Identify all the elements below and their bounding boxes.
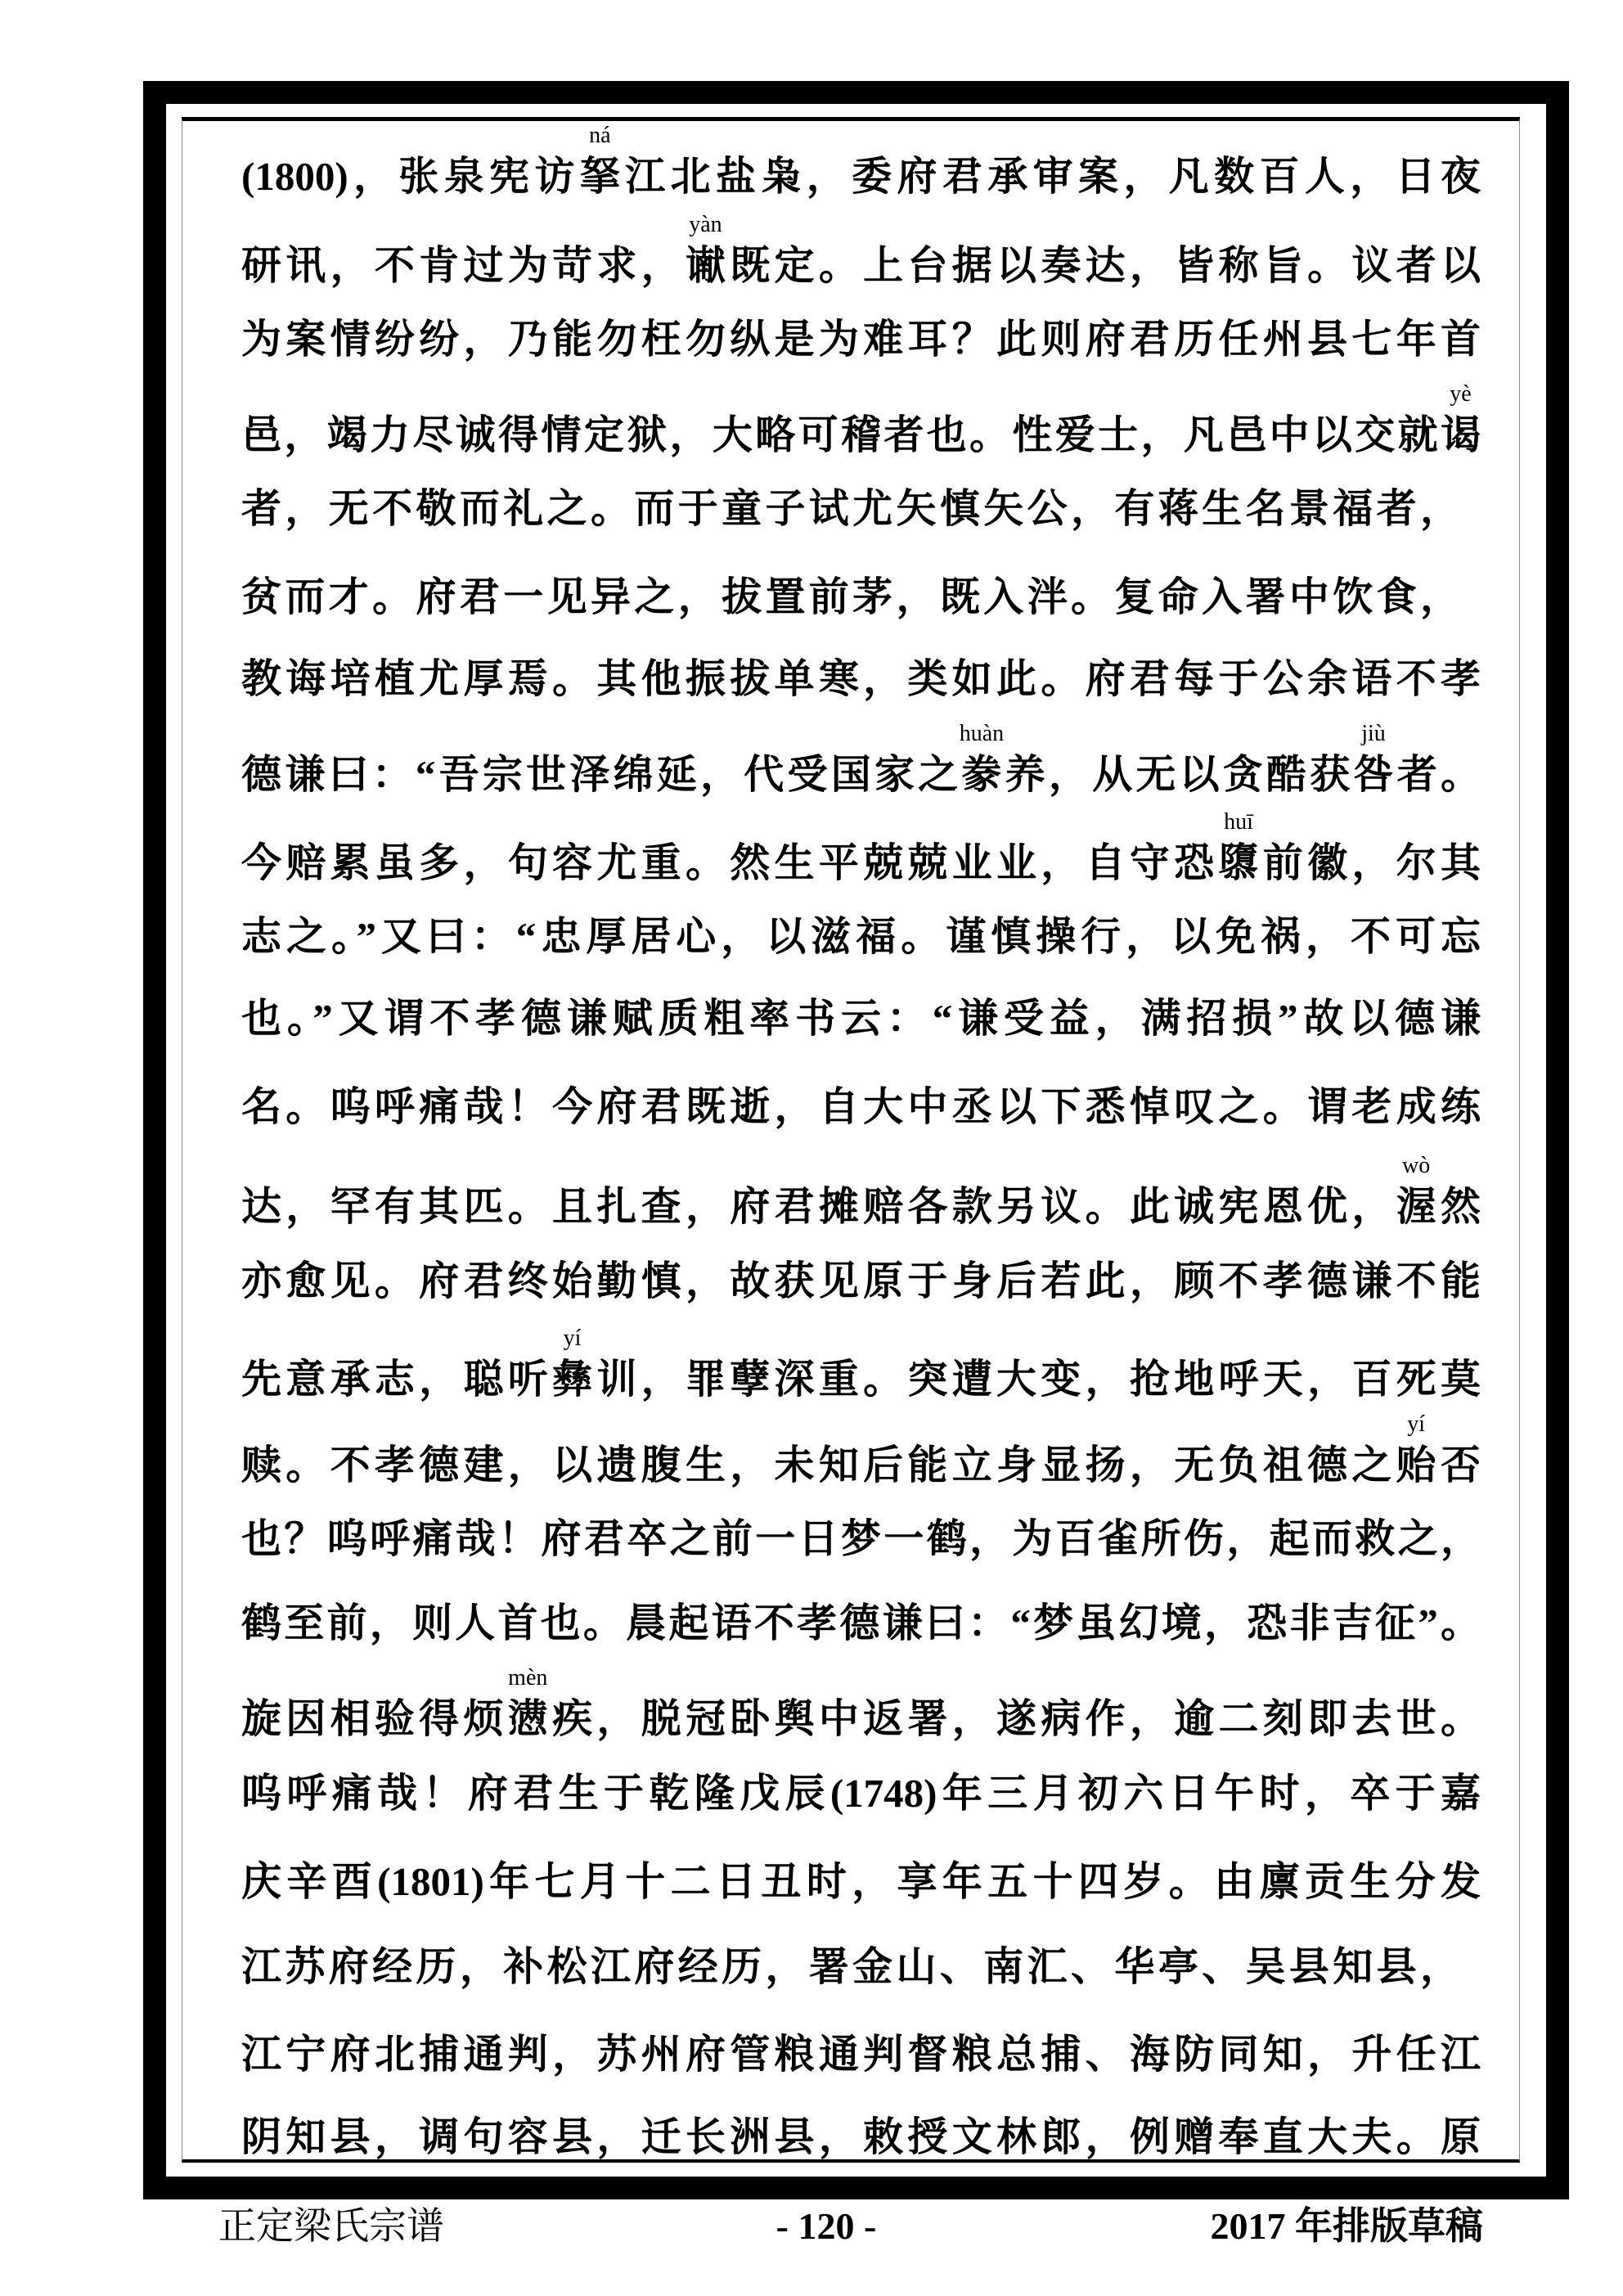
character: 隳 xyxy=(1218,840,1259,885)
text-segment: 庆辛酉(1801)年七月十二日丑时，享年五十四岁。由廪贡生分发 xyxy=(241,1859,1481,1904)
pinyin-annotation: ná xyxy=(589,123,611,148)
page-number: - 120 - xyxy=(776,2205,877,2247)
annotated-character xyxy=(1396,1153,1436,1231)
text-line xyxy=(241,123,1481,201)
text-segment: 养，从无以贪酷获 xyxy=(1001,752,1354,797)
text-segment: 江北盐枭，委府君承审案，凡数百人，日夜 xyxy=(619,154,1481,199)
text-line xyxy=(241,1665,1481,1744)
footer-book-title: 正定梁氏宗谱 xyxy=(218,2205,444,2247)
text-segment: 者，无不敬而礼之。而于童子试尤矢慎矢公，有蒋生名景福者， xyxy=(241,486,1460,531)
character: 拏 xyxy=(579,154,620,199)
pinyin-annotation: yí xyxy=(563,1326,582,1351)
character: 彝 xyxy=(552,1357,593,1402)
text-segment: 为案情纷纷，乃能勿枉勿纵是为难耳？此则府君历任州县七年首 xyxy=(241,317,1481,362)
annotated-character xyxy=(1218,809,1259,888)
annotated-character xyxy=(685,212,726,290)
annotated-character xyxy=(507,1665,548,1744)
text-segment: 呜呼痛哉！府君生于乾隆戊辰(1748)年三月初六日午时，卒于嘉 xyxy=(241,1771,1481,1816)
pinyin-annotation: yè xyxy=(1450,381,1472,407)
text-line xyxy=(241,912,1481,961)
annotated-character xyxy=(579,123,620,201)
text-segment: 前徽，尔其 xyxy=(1258,840,1481,885)
text-line xyxy=(241,721,1481,799)
text-segment: 达，罕有其匹。且扎查，府君摊赔各款另议。此诚宪恩优， xyxy=(241,1184,1396,1229)
character: 谒 xyxy=(1440,412,1481,457)
text-line xyxy=(241,1769,1481,1818)
text-line xyxy=(241,315,1481,364)
text-segment: 疾，脱冠卧舆中返署，遂病作，逾二刻即去世。 xyxy=(547,1696,1481,1741)
text-segment: 江苏府经历，补松江府经历，署金山、南汇、华亭、吴县知县， xyxy=(241,1944,1460,1989)
text-segment: 训，罪孽深重。突遭大变，抢地呼天，百死莫 xyxy=(592,1357,1481,1402)
text-line xyxy=(241,1943,1460,1992)
character: 贻 xyxy=(1396,1443,1436,1488)
text-segment: 名。呜呼痛哉！今府君既逝，自大中丞以下悉悼叹之。谓老成练 xyxy=(241,1084,1481,1129)
text-line xyxy=(241,809,1481,888)
character: 咎 xyxy=(1353,752,1394,797)
text-segment: 者。 xyxy=(1393,752,1481,797)
pinyin-annotation: jiù xyxy=(1361,721,1386,746)
pinyin-annotation: huàn xyxy=(959,721,1005,746)
text-segment: 否 xyxy=(1436,1443,1481,1488)
pinyin-annotation: mèn xyxy=(508,1665,548,1690)
text-line xyxy=(241,1599,1481,1648)
text-line xyxy=(241,1411,1481,1490)
pinyin-annotation: yàn xyxy=(689,212,722,237)
text-line xyxy=(241,484,1460,533)
text-segment: 志之。”又曰：“忠厚居心，以滋福。谨慎操行，以免祸，不可忘 xyxy=(241,914,1481,959)
text-line xyxy=(241,994,1481,1043)
text-segment: 也。”又谓不孝德谦赋质粗率书云：“谦受益，满招损”故以德谦 xyxy=(241,996,1481,1041)
character: 懑 xyxy=(507,1696,548,1741)
text-segment: 旋因相验得烦 xyxy=(241,1696,508,1741)
text-segment: 教诲培植尤厚焉。其他振拔单寒，类如此。府君每于公余语不孝 xyxy=(241,656,1481,701)
text-line xyxy=(241,2030,1481,2079)
annotated-character xyxy=(1440,381,1481,460)
annotated-character xyxy=(959,721,1005,799)
text-segment: 今赔累虽多，句容尤重。然生平兢兢业业，自守恐 xyxy=(241,840,1219,885)
text-segment: 阴知县，调句容县，迁长洲县，敕授文林郎，例赠奉直大夫。原 xyxy=(241,2114,1481,2159)
text-line xyxy=(241,212,1481,290)
text-line xyxy=(241,1257,1481,1306)
pinyin-annotation: yí xyxy=(1407,1411,1426,1437)
text-line xyxy=(241,655,1481,704)
text-segment: 也？呜呼痛哉！府君卒之前一日梦一鹤，为百雀所伤，起而救之， xyxy=(241,1516,1481,1561)
text-segment: 然 xyxy=(1436,1184,1481,1229)
pinyin-annotation: wò xyxy=(1402,1153,1431,1178)
text-line xyxy=(241,1083,1481,1132)
pinyin-annotation: huī xyxy=(1224,809,1253,835)
text-segment: (1800)，张泉宪访 xyxy=(241,154,580,199)
text-line xyxy=(241,381,1481,460)
text-segment: 亦愈见。府君终始勤慎，故获见原于身后若此，顾不孝德谦不能 xyxy=(241,1258,1481,1303)
footer-draft-note: 2017 年排版草稿 xyxy=(1210,2205,1483,2247)
character: 渥 xyxy=(1396,1184,1436,1229)
text-segment: 研讯，不肯过为苛求， xyxy=(241,243,686,288)
text-segment: 邑，竭力尽诚得情定狱，大略可稽者也。性爱士，凡邑中以交就 xyxy=(241,412,1441,457)
text-line xyxy=(241,573,1460,622)
text-segment: 江宁府北捕通判，苏州府管粮通判督粮总捕、海防同知，升任江 xyxy=(241,2032,1481,2077)
text-line xyxy=(241,1153,1481,1231)
text-segment: 赎。不孝德建，以遗腹生，未知后能立身显扬，无负祖德之 xyxy=(241,1443,1396,1488)
text-line xyxy=(241,1857,1481,1907)
text-segment: 贫而才。府君一见异之，拔置前茅，既入泮。复命入署中饮食， xyxy=(241,574,1460,619)
text-line xyxy=(241,1326,1481,1404)
character: 谳 xyxy=(685,243,726,288)
character: 豢 xyxy=(961,752,1002,797)
text-segment: 德谦曰：“吾宗世泽绵延，代受国家之 xyxy=(241,752,962,797)
annotated-character xyxy=(1353,721,1394,799)
annotated-character xyxy=(1396,1411,1436,1490)
text-line xyxy=(241,1515,1481,1564)
text-segment: 先意承志，聪听 xyxy=(241,1357,553,1402)
text-segment: 鹤至前，则人首也。晨起语不孝德谦曰：“梦虽幻境，恐非吉征”。 xyxy=(241,1600,1481,1645)
text-line xyxy=(241,2113,1481,2162)
text-segment: 既定。上台据以奏达，皆称旨。议者以 xyxy=(725,243,1481,288)
annotated-character xyxy=(552,1326,593,1404)
